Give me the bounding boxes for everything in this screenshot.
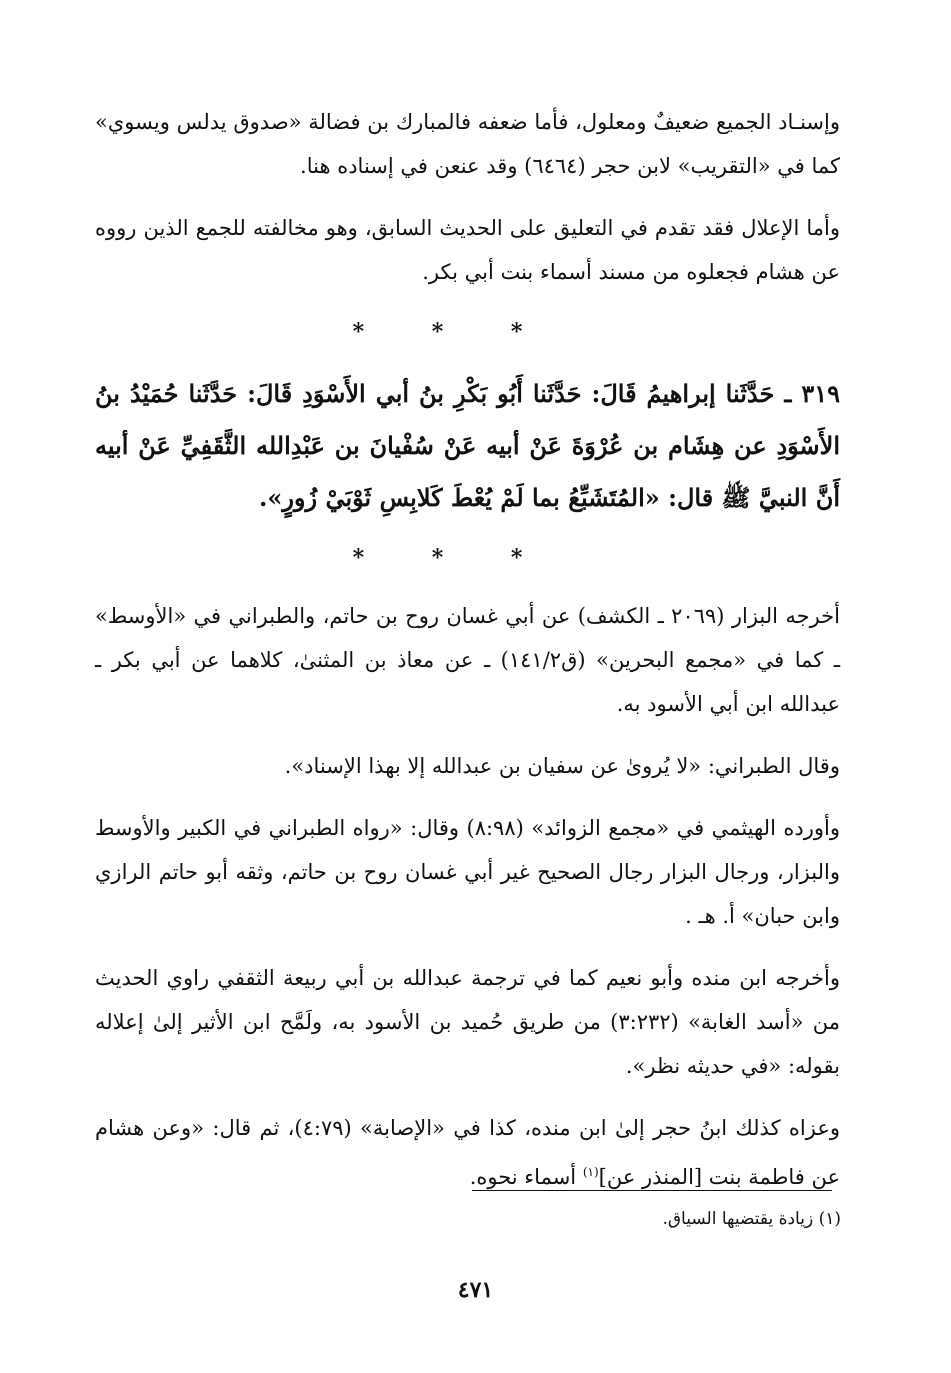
hadith-text: ٣١٩ ـ حَدَّثَنا إبراهيمُ قَالَ: حَدَّثَنا أَبُو بَكْرِ بنُ أبي الأَسْوَدِ قَالَ: حَدَّثَنا حُمَيْدُ بنُ الأَسْوَدِ عن هِشَام بن عُرْوَةَ عَنْ أبيه عَنْ سُفْيانَ بن عَبْدِالله الثَّقَفِيِّ عَنْ أبيه أَنَّ النبيَّ ﷺ قال: «المُتَشَبِّعُ بما لَمْ يُعْطَ كَلابِسِ ثَوْبَيْ زُورٍ». xyxy=(95,379,840,512)
paragraph-ilal: وأما الإعلال فقد تقدم في التعليق على الحديث السابق، وهو مخالفته للجمع الذين رووه عن هشام فجعلوه من مسند أسماء بنت أبي بكر. xyxy=(95,216,840,284)
paragraph-isnad-weakness: وإسنـاد الجميع ضعيفٌ ومعلول، فأما ضعفه فالمبارك بن فضالة «صدوق يدلس ويسوي» كما في «التقريب» لابن حجر (٦٤٦٤) وقد عنعن في إسناده هنا. xyxy=(95,110,840,178)
paragraph-ibn-mandah: وأخرجه ابن منده وأبو نعيم كما في ترجمة عبدالله بن أبي ربيعة الثقفي راوي الحديث من «أسد الغابة» (٣:٢٣٢) من طريق حُميد بن الأسود به، ولَمَّح ابن الأثير إلىٰ إعلاله بقوله: «في حديثه نظر». xyxy=(95,966,840,1078)
page-number: ٤٧١ xyxy=(457,1277,494,1303)
paragraph-tabarani-quote: وقال الطبراني: «لا يُروىٰ عن سفيان بن عبدالله إلا بهذا الإسناد». xyxy=(284,754,840,778)
page-body xyxy=(95,100,840,1217)
paragraph-takhrij-bazzar: أخرجه البزار (٢٠٦٩ ـ الكشف) عن أبي غسان روح بن حاتم، والطبراني في «الأوسط» ـ كما في «مجمع البحرين» (ق١٤١/٢) ـ عن معاذ بن المثنىٰ، كلاهما عن أبي بكر ـ عبدالله ابن أبي الأسود به. xyxy=(95,604,840,716)
section-separator: * * * xyxy=(352,545,553,571)
paragraph-isabah-main: وعزاه كذلك ابنُ حجر إلىٰ ابن منده، كذا في «الإصابة» (٤:٧٩)، ثم قال: «وعن هشام عن فاطمة بنت [المنذر عن] xyxy=(95,1116,840,1189)
footnote-reference: (١) xyxy=(582,1165,599,1179)
section-separator: * * * xyxy=(352,319,553,345)
paragraph-haythami: وأورده الهيثمي في «مجمع الزوائد» (٨:٩٨) وقال: «رواه الطبراني في الكبير والأوسط والبزار، ورجال البزار رجال الصحيح غير أبي غسان روح بن حاتم، وثقه أبو حاتم الرازي وابن حبان» أ. هـ . xyxy=(95,816,840,928)
footnote: (١) زيادة يقتضيها السياق. xyxy=(662,1209,841,1229)
footnote-divider xyxy=(472,1190,832,1191)
paragraph-isabah xyxy=(95,1106,840,1199)
paragraph-isabah-tail: أسماء نحوه. xyxy=(469,1165,583,1189)
